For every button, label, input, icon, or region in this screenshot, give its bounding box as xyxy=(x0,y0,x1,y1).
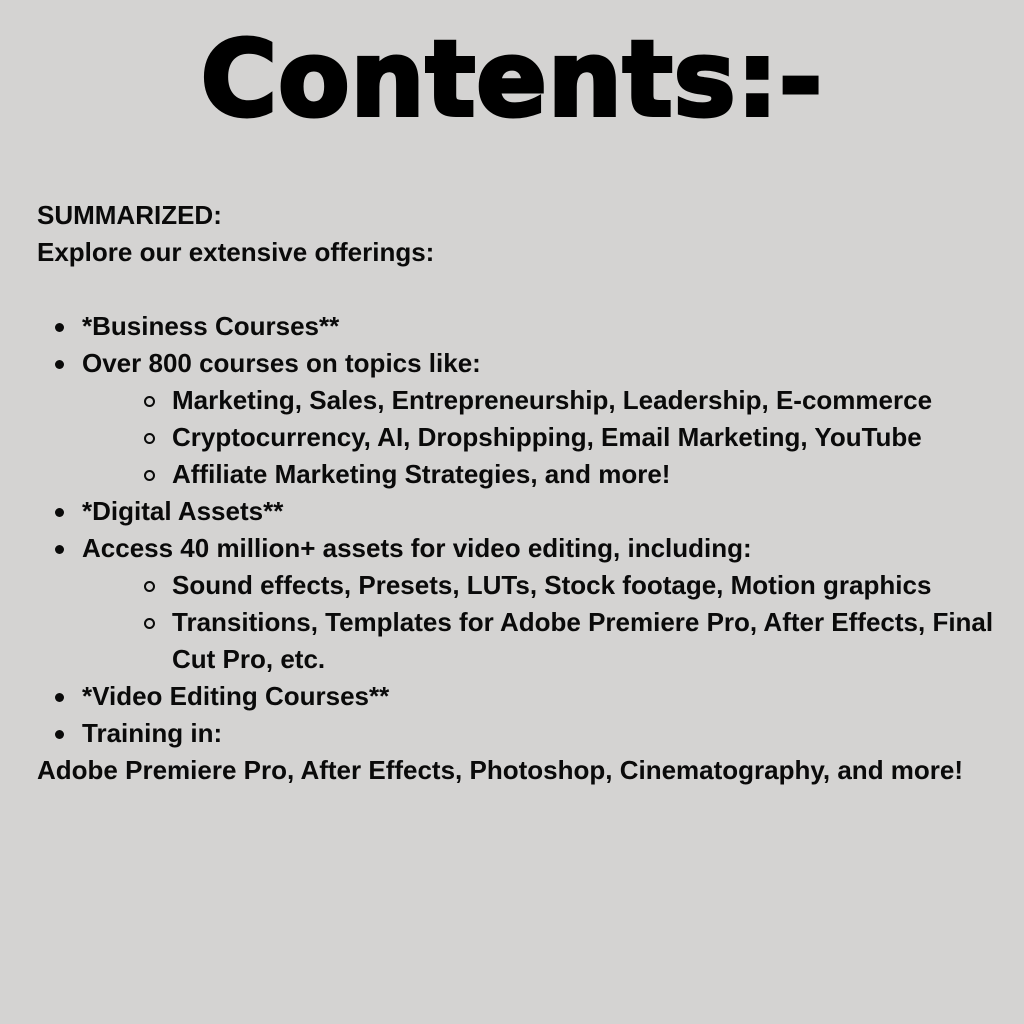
list-item-business-courses xyxy=(37,308,997,345)
spacer xyxy=(37,271,997,308)
page-title: Contents:- xyxy=(200,18,824,140)
list-item-digital-assets xyxy=(37,493,997,530)
list-item-course-topics xyxy=(37,345,997,493)
content-body xyxy=(37,197,997,789)
list-item-label: *Business Courses** xyxy=(82,311,340,341)
list-item-video-editing-courses xyxy=(37,678,997,715)
list-item-asset-access xyxy=(37,530,997,678)
sublist-item: Affiliate Marketing Strategies, and more! xyxy=(82,456,997,493)
list-item-training xyxy=(37,715,997,752)
assets-sublist xyxy=(82,567,997,678)
sublist-item: Cryptocurrency, AI, Dropshipping, Email Marketing, YouTube xyxy=(82,419,997,456)
course-topics-sublist xyxy=(82,382,997,493)
sublist-item: Transitions, Templates for Adobe Premiere Pro, After Effects, Final Cut Pro, etc. xyxy=(82,604,997,678)
sublist-item: Marketing, Sales, Entrepreneurship, Leadership, E-commerce xyxy=(82,382,997,419)
summary-label: SUMMARIZED: xyxy=(37,200,222,230)
offerings-list xyxy=(37,308,997,752)
sublist-item: Sound effects, Presets, LUTs, Stock footage, Motion graphics xyxy=(82,567,997,604)
list-item-label: Access 40 million+ assets for video editing, including: xyxy=(82,533,752,563)
intro-text: Explore our extensive offerings: xyxy=(37,237,435,267)
list-item-label: *Video Editing Courses** xyxy=(82,681,390,711)
list-item-label: Over 800 courses on topics like: xyxy=(82,348,481,378)
list-item-label: Training in: xyxy=(82,718,223,748)
closing-text: Adobe Premiere Pro, After Effects, Photoshop, Cinematography, and more! xyxy=(37,755,964,785)
list-item-label: *Digital Assets** xyxy=(82,496,284,526)
